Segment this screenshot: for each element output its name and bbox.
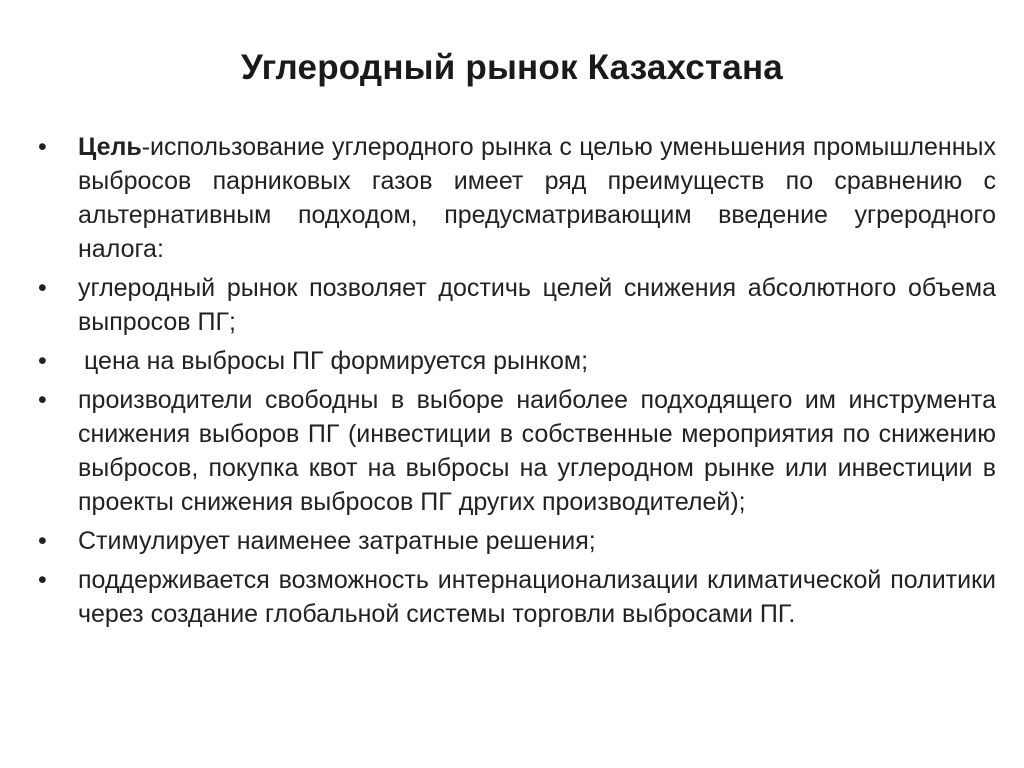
bullet-text: цена на выбросы ПГ формируется рынком; [84,347,589,375]
bullet-text: углеродный рынок позволяет достичь целей снижения абсолютного объема выпросов ПГ; [78,274,996,336]
slide-title: Углеродный рынок Казахстана [241,48,783,87]
bullet-dot-icon: • [38,347,47,375]
bullet-text [78,130,996,266]
bullet-dot-icon: • [38,133,47,161]
bullet-text: Стимулирует наименее затратные решения; [78,527,596,555]
bullet-item-goal [38,130,996,266]
bullet-text: поддерживается возможность интернационализации климатической политики через создание глобальной системы торговли выбросами ПГ. [78,566,996,628]
bullet-dot-icon: • [38,527,47,555]
bullet-item [38,563,996,631]
bullet-item [38,524,996,558]
bullet-item [38,344,996,378]
bullet-item [38,271,996,339]
bullet-text: производители свободны в выборе наиболее подходящего им инструмента снижения выборов ПГ (инвестиции в собственные мероприятия по снижению выбросов, покупка квот на выбросы на углеродном рынке или инвестиции в проекты снижения выбросов ПГ других производителей); [78,386,996,516]
bullet-list [38,130,996,631]
goal-text: -использование углеродного рынка с целью уменьшения промышленных выбросов парниковых газов имеет ряд преимуществ по сравнению с альтернативным подходом, предусматривающим введение угреродного налога: [78,133,996,263]
bullet-item [38,383,996,519]
bullet-dot-icon: • [38,274,47,302]
goal-label: Цель [78,133,142,161]
bullet-dot-icon: • [38,386,47,414]
bullet-dot-icon: • [38,566,47,594]
